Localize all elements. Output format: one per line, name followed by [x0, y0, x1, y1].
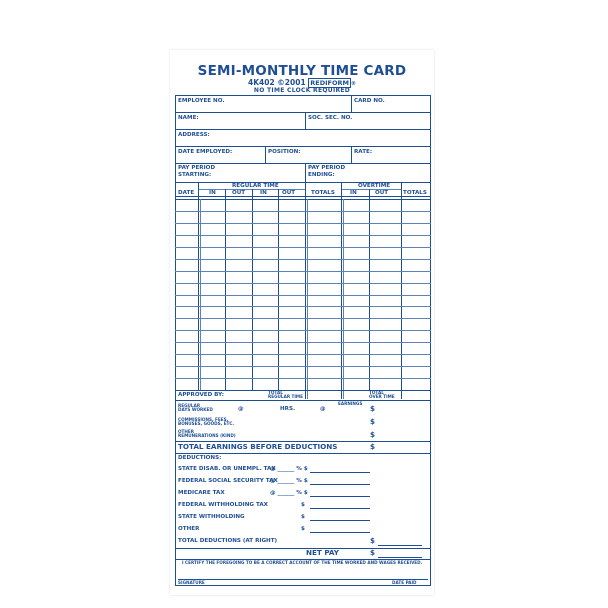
col-date: DATE	[178, 190, 195, 196]
column-line	[252, 189, 253, 390]
pay-period-ending-label-2: ENDING:	[308, 172, 335, 178]
position-label: POSITION:	[268, 149, 301, 155]
column-line	[225, 189, 226, 390]
deduction-amount-blank	[310, 484, 370, 485]
approved-by-label: APPROVED BY:	[178, 392, 224, 398]
col-ot-totals: TOTALS	[403, 190, 427, 196]
overtime-header: OVERTIME	[358, 183, 391, 189]
dollar-other: $	[370, 430, 376, 439]
net-pay-label: NET PAY	[306, 548, 340, 557]
signature-line	[178, 579, 428, 580]
col-reg-in-1: IN	[209, 190, 216, 196]
divider	[175, 112, 431, 113]
certify-statement: I CERTIFY THE FOREGOING TO BE A CORRECT ACCOUNT OF THE TIME WORKED AND WAGES RECEIVED.	[182, 560, 423, 565]
col-reg-totals: TOTALS	[311, 190, 335, 196]
form-number: 4K402 ©2001	[248, 78, 306, 87]
brand-registered-mark: ®	[351, 81, 356, 87]
deduction-amount-blank	[310, 496, 370, 497]
col-ot-out: OUT	[375, 190, 389, 196]
divider	[175, 548, 431, 549]
grid-row-line	[175, 271, 431, 272]
grid-row-line	[175, 378, 431, 379]
grid-row-line	[175, 247, 431, 248]
col-reg-out-1: OUT	[232, 190, 246, 196]
column-line	[369, 189, 370, 390]
other-label-1: OTHER	[178, 429, 195, 434]
deduction-label: STATE DISAB. OR UNEMPL. TAX	[178, 466, 276, 472]
column-line	[343, 199, 344, 399]
commissions-label-2: BONUSES, GOODS, ETC.	[178, 421, 235, 426]
brand-logo: REDIFORM	[310, 79, 349, 87]
dollar-net-pay: $	[370, 548, 376, 557]
grid-row-line	[175, 306, 431, 307]
hrs-label: HRS.	[280, 406, 296, 412]
dollar-regular: $	[370, 404, 376, 413]
time-card-form	[170, 50, 434, 595]
grid-row-line	[175, 295, 431, 296]
commissions-label-1: COMMISSIONS, FEES,	[178, 417, 229, 422]
deduction-amount-blank	[310, 472, 370, 473]
dollar-commissions: $	[370, 417, 376, 426]
col-reg-in-2: IN	[260, 190, 267, 196]
divider	[305, 113, 306, 129]
divider	[351, 147, 352, 163]
total-deductions-label: TOTAL DEDUCTIONS (AT RIGHT)	[178, 538, 278, 544]
date-paid-label: DATE PAID	[392, 580, 417, 585]
divider	[265, 147, 266, 163]
total-deductions-blank	[378, 545, 422, 546]
deduction-rate-marker: @ ______ % $	[270, 466, 308, 472]
at-sign-2: @	[320, 406, 326, 412]
employee-no-label: EMPLOYEE NO.	[178, 98, 225, 104]
total-regular-time-label-2: REGULAR TIME	[268, 394, 303, 399]
dollar-total-deductions: $	[370, 536, 376, 545]
grid-row-line	[175, 354, 431, 355]
total-over-time-label-1: TOTAL	[369, 390, 384, 395]
divider	[351, 96, 352, 112]
divider	[175, 146, 431, 147]
pay-period-starting-label-1: PAY PERIOD	[178, 165, 216, 171]
deduction-label: FEDERAL WITHHOLDING TAX	[178, 502, 268, 508]
deduction-label: STATE WITHHOLDING	[178, 514, 245, 520]
grid-row-line	[175, 342, 431, 343]
date-employed-label: DATE EMPLOYED:	[178, 149, 233, 155]
deduction-rate-marker: @ ______ % $	[270, 490, 308, 496]
regular-label-1: REGULAR	[178, 403, 201, 408]
name-label: NAME:	[178, 115, 199, 121]
deduction-amount-blank	[310, 532, 370, 533]
column-line	[198, 183, 199, 390]
grid-row-line	[175, 235, 431, 236]
total-earnings-before-deductions-label: TOTAL EARNINGS BEFORE DEDUCTIONS	[178, 442, 338, 451]
form-title: SEMI-MONTHLY TIME CARD	[197, 63, 407, 79]
other-label-2: REMUNERATIONS (KIND)	[178, 433, 236, 438]
deductions-header: DEDUCTIONS:	[178, 455, 222, 461]
divider	[175, 163, 431, 164]
deduction-rate-marker: @ ______ % $	[270, 478, 308, 484]
grid-row-line	[175, 211, 431, 212]
soc-sec-no-label: SOC. SEC. NO.	[308, 115, 353, 121]
total-regular-time-label-1: TOTAL	[268, 390, 283, 395]
divider	[305, 164, 306, 182]
column-line	[307, 199, 308, 399]
net-pay-blank	[378, 557, 422, 558]
regular-time-header: REGULAR TIME	[232, 183, 279, 189]
deduction-label: FEDERAL SOCIAL SECURITY TAX	[178, 478, 278, 484]
deduction-label: MEDICARE TAX	[178, 490, 225, 496]
regular-label-2: DAYS WORKED	[178, 407, 213, 412]
divider	[175, 453, 431, 454]
deduction-rate-marker: $	[301, 514, 305, 520]
grid-row-line	[175, 330, 431, 331]
col-ot-in: IN	[350, 190, 357, 196]
deduction-amount-blank	[310, 520, 370, 521]
grid-row-line	[175, 318, 431, 319]
form-number-line	[170, 78, 434, 87]
deduction-rate-marker: $	[301, 502, 305, 508]
address-label: ADDRESS:	[178, 132, 210, 138]
rate-label: RATE:	[354, 149, 373, 155]
total-over-time-label-2: OVER TIME	[369, 394, 395, 399]
at-sign-1: @	[238, 406, 244, 412]
form-notice: NO TIME CLOCK REQUIRED	[253, 87, 351, 94]
grid-row-line	[175, 259, 431, 260]
deduction-amount-blank	[310, 508, 370, 509]
divider	[175, 400, 431, 401]
earnings-header: EARNINGS	[338, 401, 363, 406]
divider	[175, 196, 431, 197]
card-no-label: CARD NO.	[354, 98, 385, 104]
signature-label: SIGNATURE	[178, 580, 205, 585]
col-reg-out-2: OUT	[282, 190, 296, 196]
deduction-rate-marker: $	[301, 526, 305, 532]
divider	[175, 390, 431, 391]
grid-row-line	[175, 366, 431, 367]
deduction-label: OTHER	[178, 526, 200, 532]
dollar-total-earnings: $	[370, 442, 376, 451]
grid-row-line	[175, 223, 431, 224]
column-line	[278, 189, 279, 390]
divider	[175, 182, 431, 183]
pay-period-ending-label-1: PAY PERIOD	[308, 165, 346, 171]
divider	[175, 129, 431, 130]
divider	[175, 199, 431, 200]
pay-period-starting-label-2: STARTING:	[178, 172, 212, 178]
grid-row-line	[175, 283, 431, 284]
